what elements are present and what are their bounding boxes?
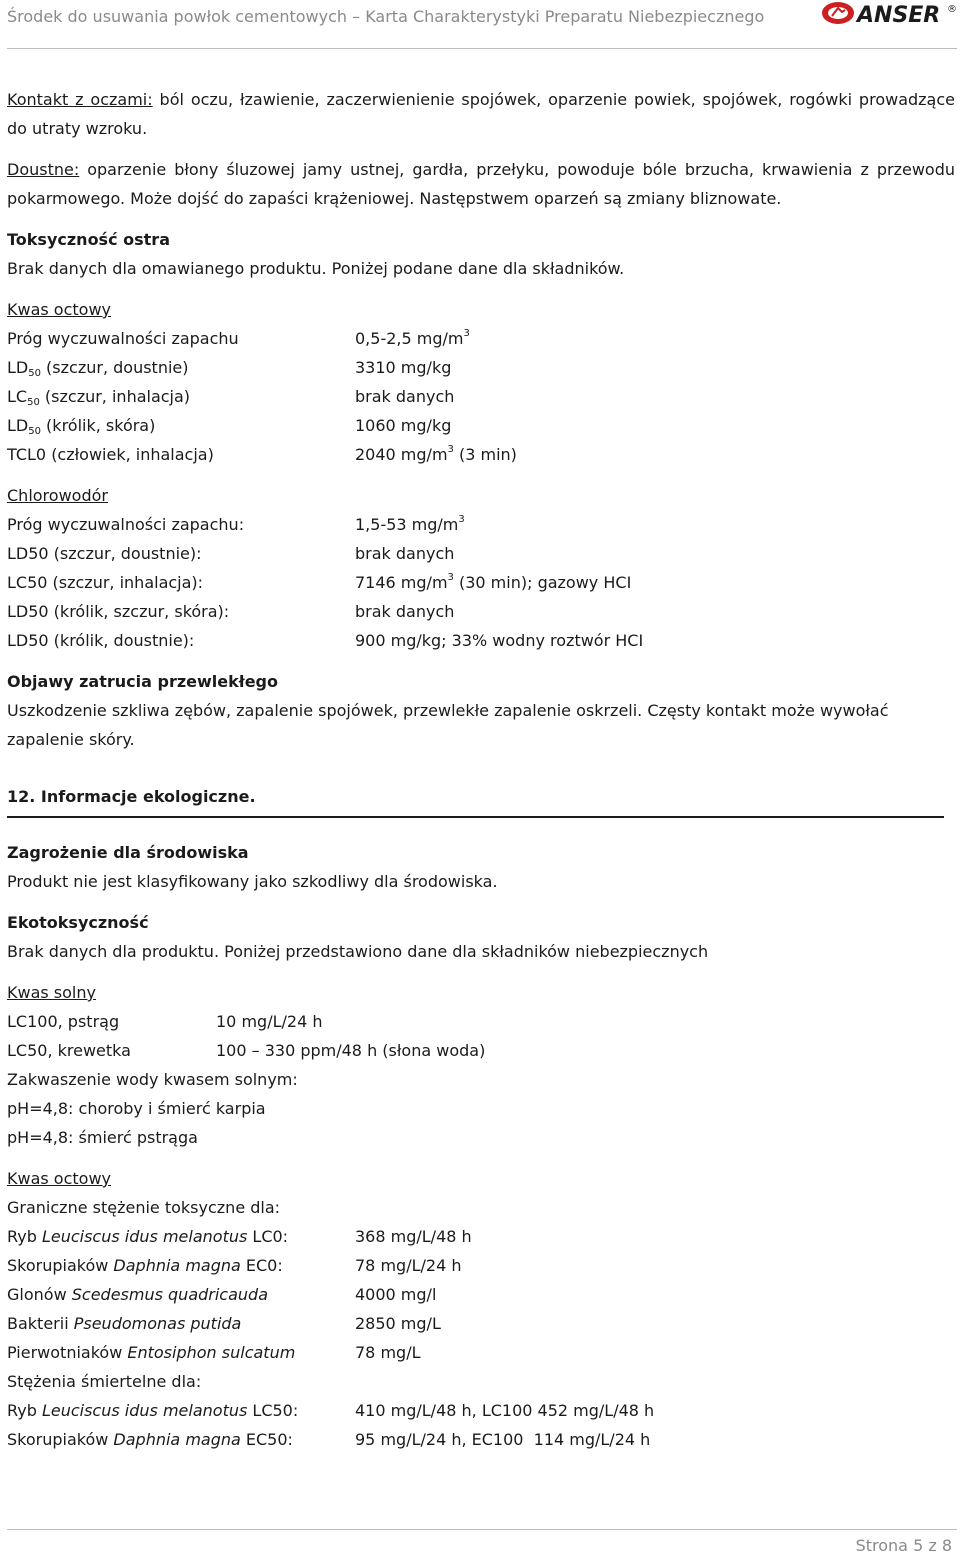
- ecotoxicity-text: Brak danych dla produktu. Poniżej przedstawiono dane dla składników niebezpiecznych: [7, 942, 709, 961]
- table-row: LC100, pstrąg 10 mg/L/24 h: [7, 1012, 323, 1031]
- table-row: Glonów Scedesmus quadricauda 4000 mg/l: [7, 1285, 437, 1304]
- eye-contact-label: Kontakt z oczami:: [7, 90, 153, 109]
- table-row: Ryb Leuciscus idus melanotus LC50: 410 mg/L/48 h, LC100 452 mg/L/48 h: [7, 1401, 655, 1420]
- acute-toxicity-text: Brak danych dla omawianego produktu. Poniżej podane dane dla składników.: [7, 259, 625, 278]
- eye-contact-paragraph: [7, 85, 955, 143]
- table-row: LD50 (królik, szczur, skóra): brak danych: [7, 602, 455, 621]
- oral-text: oparzenie błony śluzowej jamy ustnej, gardła, przełyku, powoduje bóle brzucha, krwawienia z przewodu pokarmowego. Może dojść do zapaści krążeniowej. Następstwem oparzeń są zmiany bliznowate.: [7, 160, 955, 208]
- page-header: [0, 0, 960, 34]
- chronic-text: Uszkodzenie szkliwa zębów, zapalenie spojówek, przewlekłe zapalenie oskrzeli. Częsty kontakt może wywołać zapalenie skóry.: [7, 701, 889, 749]
- table-row: Skorupiaków Daphnia magna EC0: 78 mg/L/24 h: [7, 1256, 462, 1275]
- acute-toxicity-heading: Toksyczność ostra: [7, 230, 170, 249]
- acidification-line: pH=4,8: śmierć pstrąga: [7, 1128, 198, 1147]
- anser-logo: [820, 0, 958, 28]
- chronic-heading: Objawy zatrucia przewlekłego: [7, 672, 278, 691]
- document-body: [7, 85, 955, 1454]
- oral-label: Doustne:: [7, 160, 80, 179]
- eye-contact-text: ból oczu, łzawienie, zaczerwienienie spojówek, oparzenie powiek, spojówek, rogówki prowadzące do utraty wzroku.: [7, 90, 955, 138]
- table-row: Próg wyczuwalności zapachu 0,5-2,5 $mg/m^3$: [7, 328, 470, 348]
- acidification-line: Zakwaszenie wody kwasem solnym:: [7, 1070, 298, 1089]
- hcl-heading: Chlorowodór: [7, 486, 108, 505]
- table-row: $LD_{50}$ (królik, skóra) 1060 mg/kg: [7, 416, 452, 437]
- ecotoxicity-heading: Ekotoksyczność: [7, 913, 149, 932]
- table-row: $LD_{50}$ (szczur, doustnie) 3310 mg/kg: [7, 358, 452, 379]
- logo-registered-mark: ®: [947, 4, 957, 15]
- environment-text: Produkt nie jest klasyfikowany jako szkodliwy dla środowiska.: [7, 872, 498, 891]
- acidification-line: pH=4,8: choroby i śmierć karpia: [7, 1099, 266, 1118]
- table-row: $LC_{50}$ (szczur, inhalacja) brak danych: [7, 387, 455, 408]
- table-row: TCL0 (człowiek, inhalacja) 2040 $mg/m^3$ (3 min): [7, 444, 517, 464]
- acetic-acid-heading: Kwas octowy: [7, 300, 112, 319]
- oral-paragraph: [7, 155, 955, 213]
- toxic-limit-intro: Graniczne stężenie toksyczne dla:: [7, 1198, 281, 1217]
- lethal-intro: Stężenia śmiertelne dla:: [7, 1372, 202, 1391]
- table-row: Próg wyczuwalności zapachu: 1,5-53 $mg/m^3$: [7, 514, 465, 534]
- table-row: LC50, krewetka 100 – 330 ppm/48 h (słona woda): [7, 1041, 486, 1060]
- logo-wordmark: ANSER: [857, 3, 941, 28]
- table-row: Bakterii Pseudomonas putida 2850 mg/L: [7, 1314, 441, 1333]
- table-row: LC50 (szczur, inhalacja): 7146 $mg/m^3$ (30 min); gazowy HCI: [7, 572, 632, 592]
- table-row: Skorupiaków Daphnia magna EC50: 95 mg/L/24 h, EC100 114 mg/L/24 h: [7, 1430, 651, 1449]
- acetic-acid-table: [7, 324, 955, 469]
- acetic-acid-eco-heading: Kwas octowy: [7, 1169, 112, 1188]
- table-row: Pierwotniaków Entosiphon sulcatum 78 mg/L: [7, 1343, 421, 1362]
- hydrochloric-acid-heading: Kwas solny: [7, 983, 96, 1002]
- header-divider: [7, 48, 957, 49]
- hcl-table: [7, 510, 955, 655]
- table-row: LD50 (królik, doustnie): 900 mg/kg; 33% wodny roztwór HCI: [7, 631, 644, 650]
- page-number: Strona 5 z 8: [855, 1536, 952, 1555]
- environment-heading: Zagrożenie dla środowiska: [7, 843, 249, 862]
- section-12-title: 12. Informacje ekologiczne.: [7, 787, 256, 806]
- table-row: Ryb Leuciscus idus melanotus LC0: 368 mg/L/48 h: [7, 1227, 472, 1246]
- table-row: LD50 (szczur, doustnie): brak danych: [7, 544, 455, 563]
- footer-divider: [7, 1529, 957, 1530]
- document-title: Środek do usuwania powłok cementowych – Karta Charakterystyki Preparatu Niebezpiecznego: [7, 7, 765, 26]
